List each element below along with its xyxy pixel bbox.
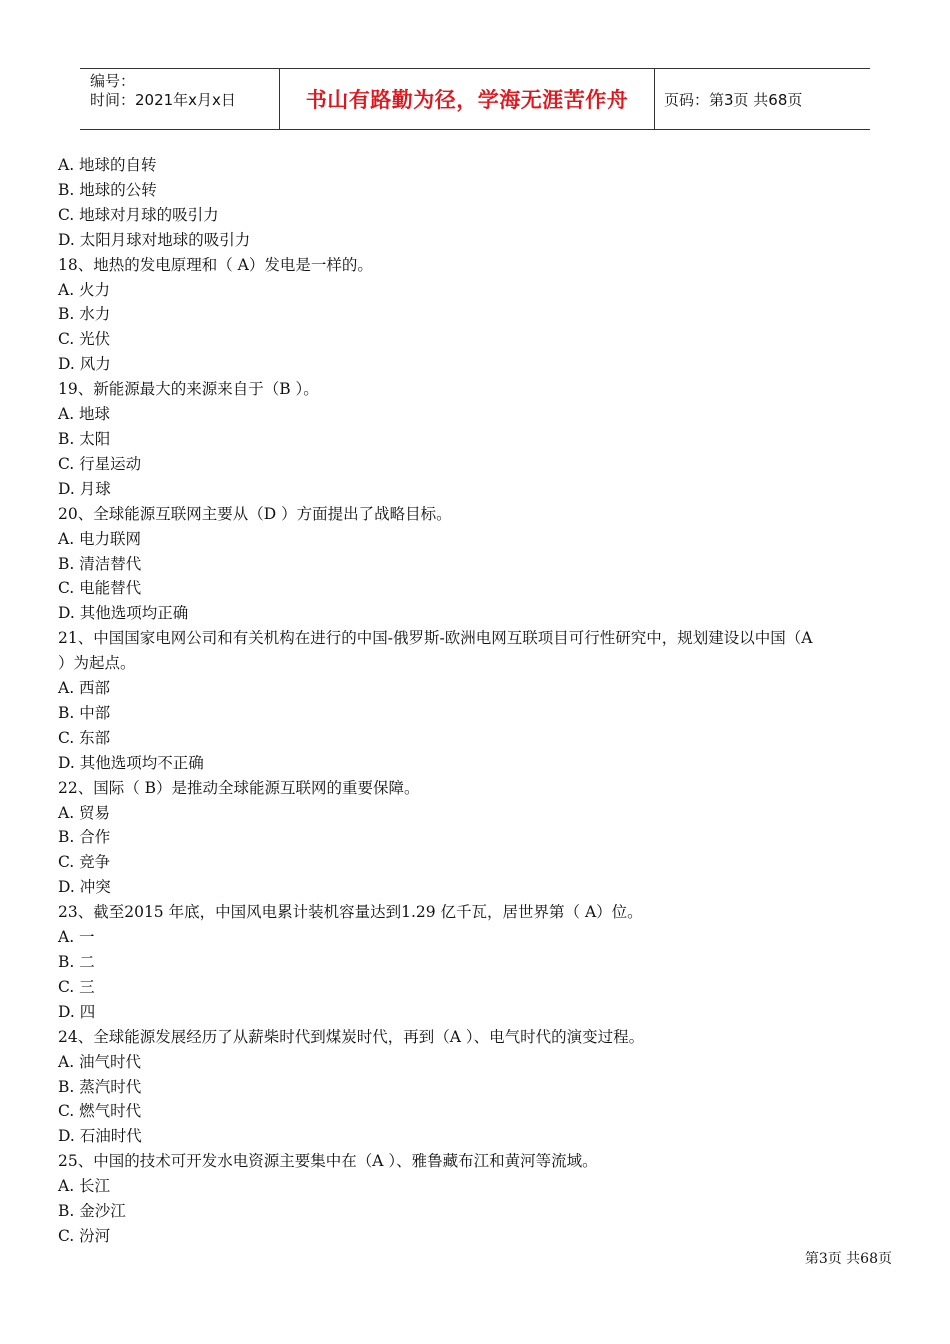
text-line: C. 光伏 [58, 330, 111, 349]
text-line: C. 竞争 [58, 853, 111, 872]
page-footer: 第3页 共68页 [804, 1251, 892, 1267]
text-line: 21、中国国家电网公司和有关机构在进行的中国-俄罗斯-欧洲电网互联项目可行性研究中，规划建设以中国（A [58, 629, 813, 648]
text-line: C. 汾河 [58, 1226, 111, 1245]
text-line: D. 月球 [58, 479, 111, 498]
text-line: A. 油气时代 [58, 1052, 142, 1071]
text-line: 24、全球能源发展经历了从薪柴时代到煤炭时代，再到（A ）、电气时代的演变过程。 [58, 1027, 645, 1046]
text-line: ）为起点。 [58, 654, 136, 673]
text-line: A. 长江 [58, 1177, 111, 1196]
page-header [80, 68, 870, 130]
text-line: B. 太阳 [58, 429, 111, 448]
text-line: 22、国际（ B）是推动全球能源互联网的重要保障。 [58, 778, 420, 797]
header-page-info: 页码：第3页 共68页 [664, 90, 803, 109]
text-line: D. 其他选项均不正确 [58, 753, 204, 772]
text-line: B. 蒸汽时代 [58, 1077, 142, 1096]
text-line: D. 风力 [58, 355, 111, 374]
text-line: C. 三 [58, 977, 95, 996]
text-line: 25、中国的技术可开发水电资源主要集中在（A ）、雅鲁藏布江和黄河等流域。 [58, 1152, 598, 1171]
text-line: A. 贸易 [58, 803, 111, 822]
text-line: 20、全球能源互联网主要从（D ）方面提出了战略目标。 [58, 504, 452, 523]
text-line: 18、地热的发电原理和（ A）发电是一样的。 [58, 255, 373, 274]
document-time-label: 时间：2021年x月x日 [90, 91, 236, 109]
text-line: B. 中部 [58, 703, 111, 722]
text-line: C. 电能替代 [58, 579, 142, 598]
text-line: C. 燃气时代 [58, 1102, 142, 1121]
text-line: D. 其他选项均正确 [58, 604, 189, 623]
text-line: A. 一 [58, 928, 95, 947]
text-line: B. 金沙江 [58, 1202, 126, 1221]
text-line: A. 地球的自转 [58, 156, 157, 174]
text-line: C. 地球对月球的吸引力 [58, 205, 219, 224]
text-line: D. 太阳月球对地球的吸引力 [58, 230, 251, 249]
text-line: A. 电力联网 [58, 529, 142, 548]
header-motto: 书山有路勤为径，学海无涯苦作舟 [280, 69, 655, 129]
text-line: C. 东部 [58, 728, 111, 747]
text-line: B. 清洁替代 [58, 554, 142, 573]
text-line: 19、新能源最大的来源来自于（B ）。 [58, 380, 319, 399]
text-line: A. 西部 [58, 679, 111, 698]
text-line: D. 石油时代 [58, 1127, 142, 1146]
question-list [58, 153, 903, 1249]
text-line: B. 二 [58, 953, 95, 971]
text-line: 23、截至2015 年底，中国风电累计装机容量达到1.29 亿千瓦，居世界第（ A）位。 [58, 903, 643, 922]
text-line: A. 火力 [58, 280, 111, 299]
text-line: A. 地球 [58, 405, 111, 424]
text-line: D. 冲突 [58, 878, 111, 897]
text-line: B. 地球的公转 [58, 180, 157, 199]
text-line: B. 水力 [58, 305, 111, 324]
text-line: C. 行星运动 [58, 454, 142, 473]
text-line: D. 四 [58, 1002, 96, 1021]
header-meta [80, 69, 280, 129]
text-line: B. 合作 [58, 828, 111, 847]
document-number-label: 编号： [90, 72, 136, 90]
